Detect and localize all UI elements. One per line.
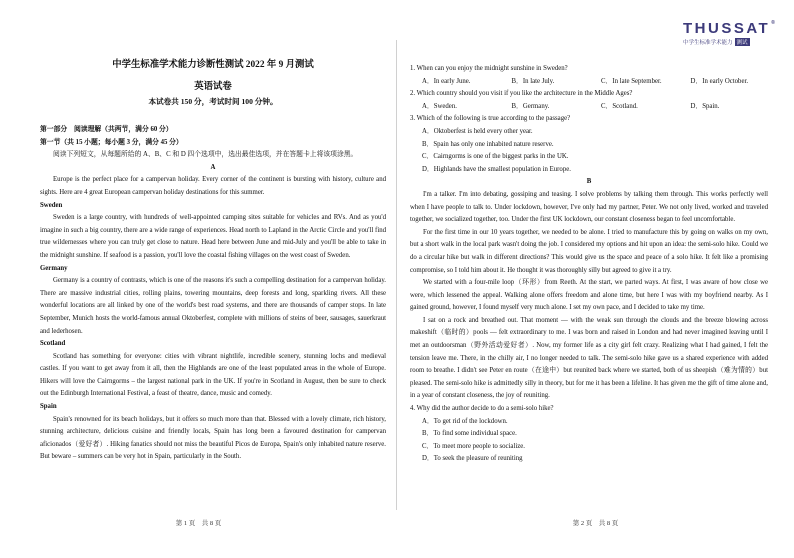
logo-subtitle: 中学生标准学术能力: [683, 40, 733, 46]
logo-tag: 测试: [736, 40, 748, 46]
scotland-text: Scotland has something for everyone: cities with vibrant nightlife, incredible scenery, stunning lochs and medieval castles. If you want to get away from it all, then the Highlands are one of the least populated areas in the whole of Europe. Hikers will love the Cairngorms – the largest national park in the UK. If you're in Scotland in August, then be sure to check out the Edinburgh International Festival, a feast of theatre, dance, music and comedy.: [40, 352, 386, 398]
left-column: [40, 124, 386, 464]
q1-option-c: C．In late September.: [601, 77, 662, 85]
question-2-options: [410, 101, 768, 114]
q4-option-a: A．To get rid of the lockdown.: [422, 417, 508, 425]
q3-option-d: D．Highlands have the smallest population in Europe.: [422, 165, 571, 173]
q1-option-b: B．In late July.: [511, 77, 555, 85]
passage-b-para-2: For the first time in our 10 years together, we needed to be alone. I tried to manufacture this by going on walks on my own, but a short walk in the local park wasn't doing the job. I considered my options and hit upon an idea: the semi-solo hike. Could we do a circular hike but walk in different directions? This would give us the space and peace of a solo hike. It felt like a promising compromise, so I told him about it. He thought it was thoroughly silly but agreed to give it a try.: [410, 228, 768, 274]
spain-text: Spain's renowned for its beach holidays, but it offers so much more than that. Blessed with a lovely climate, rich history, stunning architecture, delicious cuisine and friendly locals, Spain has long been a favoured destination for campervan aficionados（爱好者）. Hiking fanatics should not miss the beautiful Picos de Europa, Spain's only inhabited nature reserve. But beware – summers can be very hot in Spain, particularly in the South.: [40, 415, 386, 461]
section-sub-heading: 第一节（共 15 小题；每小题 3 分，满分 45 分）: [40, 138, 183, 146]
q2-option-c: C．Scotland.: [601, 102, 638, 110]
question-1-stem: 1. When can you enjoy the midnight sunshine in Sweden?: [410, 65, 568, 72]
q2-option-a: A．Sweden.: [422, 102, 457, 110]
exam-subject: 英语试卷: [194, 82, 232, 92]
sweden-heading: Sweden: [40, 201, 63, 209]
passage-b-para-3: We started with a four-mile loop（环形）from Reeth. At the start, we parted ways. At first, I was aware of how close we were, which lessened the appeal. Walking alone offers freedom and alone time, but here I was with my boyfriend nearby. As I gained ground, however, I found myself very much alone. I set my own pace, and I decided to take my time.: [410, 279, 768, 312]
passage-b-label: B: [586, 178, 592, 186]
instructions: 阅读下列短文，从每题所给的 A、B、C 和 D 四个选项中，选出最佳选项，并在答题卡上将该项涂黑。: [53, 151, 358, 159]
exam-title: 中学生标准学术能力诊断性测试 2022 年 9 月测试: [112, 60, 314, 70]
q1-option-d: D．In early October.: [690, 77, 749, 85]
question-3-stem: 3. Which of the following is true according to the passage?: [410, 115, 571, 123]
q3-option-a: A．Oktoberfest is held every other year.: [422, 127, 533, 135]
q2-option-d: D．Spain.: [690, 102, 720, 110]
question-2-stem: 2. Which country should you visit if you like the architecture in the Middle Ages?: [410, 90, 633, 98]
scotland-heading: Scotland: [40, 340, 66, 348]
exam-info: 本试卷共 150 分，考试时间 100 分钟。: [148, 97, 278, 106]
germany-heading: Germany: [40, 264, 68, 272]
right-page: [397, 0, 794, 558]
page-number-right: 第 2 页 共 8 页: [572, 520, 619, 527]
q3-option-c: C．Cairngorms is one of the biggest parks in the UK.: [422, 153, 569, 161]
registered-mark: ®: [771, 20, 778, 26]
germany-text: Germany is a country of contrasts, which is one of the reasons it's such a compelling destination for a campervan holiday. There are massive industrial cities, rolling plains, towering mountains, deep forests and long, sparkling rivers. All these wonderful locations are all linked by one of the world's best road systems, and there are thousands of camper stops. In late September, Munich hosts the world-famous annual Oktoberfest, complete with millions of steins of beer, sausages, sauerkraut and lederhosen.: [40, 277, 386, 335]
q1-option-a: A．In early June.: [422, 77, 471, 85]
passage-a-intro: Europe is the perfect place for a campervan holiday. Every corner of the continent is bursting with history, culture and sights. Here are 4 great European campervan holiday destinations for this summer.: [40, 176, 386, 196]
sweden-text: Sweden is a large country, with hundreds of well-appointed camping sites suitable for vehicles and RVs. And as you'd imagine in such a big country, there are a wide range of experiences. Head north to Lapland in the Arctic Circle and you'll find true wildernesses where you can truly get close to nature. Head here between June and mid-July and you'll be able to take in the midnight sunshine. If seafood is a passion, you'll love the coastal fishing villages on the west coast of Sweden.: [40, 214, 386, 259]
spain-heading: Spain: [40, 403, 57, 411]
passage-b-para-4: I sat on a rock and breathed out. That moment — with the weak sun through the clouds and the breeze blowing across makeshift（临时的）pools — felt extraordinary to me. I was born and raised in London and had never imagined leaving until I met an outdoorsman（野外活动爱好者）. Now, my former life as a city girl felt crazy. Realizing what I had gained, I felt the tension leave me. There, in the chilly air, I no longer needed to talk. The semi-solo hike gave us a shared experience with added room to breathe. I didn't see Peter en route（在途中）but reunited back where we started, both of us sheepish（难为情的）but pleased. The semi-solo hike is admittedly silly in theory, but for me it has been a lifeline. It has given me the gift of time alone and, in a year of constant closeness, the joy of reuniting.: [410, 316, 768, 400]
q4-option-b: B．To find some individual space.: [422, 430, 517, 438]
page-number-left: 第 1 页 共 8 页: [175, 520, 222, 527]
q4-option-c: C．To meet more people to socialize.: [422, 442, 525, 450]
logo-name: THUSSAT: [683, 20, 771, 37]
passage-a-label: A: [210, 163, 216, 171]
q2-option-b: B．Germany.: [511, 102, 550, 110]
section-part-heading: 第一部分 阅读理解（共两节，满分 60 分）: [40, 126, 173, 133]
passage-b-para-1: I'm a talker. I'm into debating, gossiping and teasing. I solve problems by talking them through. This works perfectly well when I have people to talk to. Under lockdown, however, I've only had my partner, Peter. We not only lived, worked and traveled together, we socialized together, too. Under the first UK lockdown, our constant closeness began to feel uncomfortable.: [410, 190, 768, 224]
question-4-stem: 4. Why did the author decide to do a semi-solo hike?: [410, 405, 554, 413]
q3-option-b: B．Spain has only one inhabited nature reserve.: [422, 140, 554, 148]
q4-option-d: D．To seek the pleasure of reuniting: [422, 455, 523, 463]
right-column: [410, 63, 768, 466]
question-1-options: [410, 76, 768, 89]
